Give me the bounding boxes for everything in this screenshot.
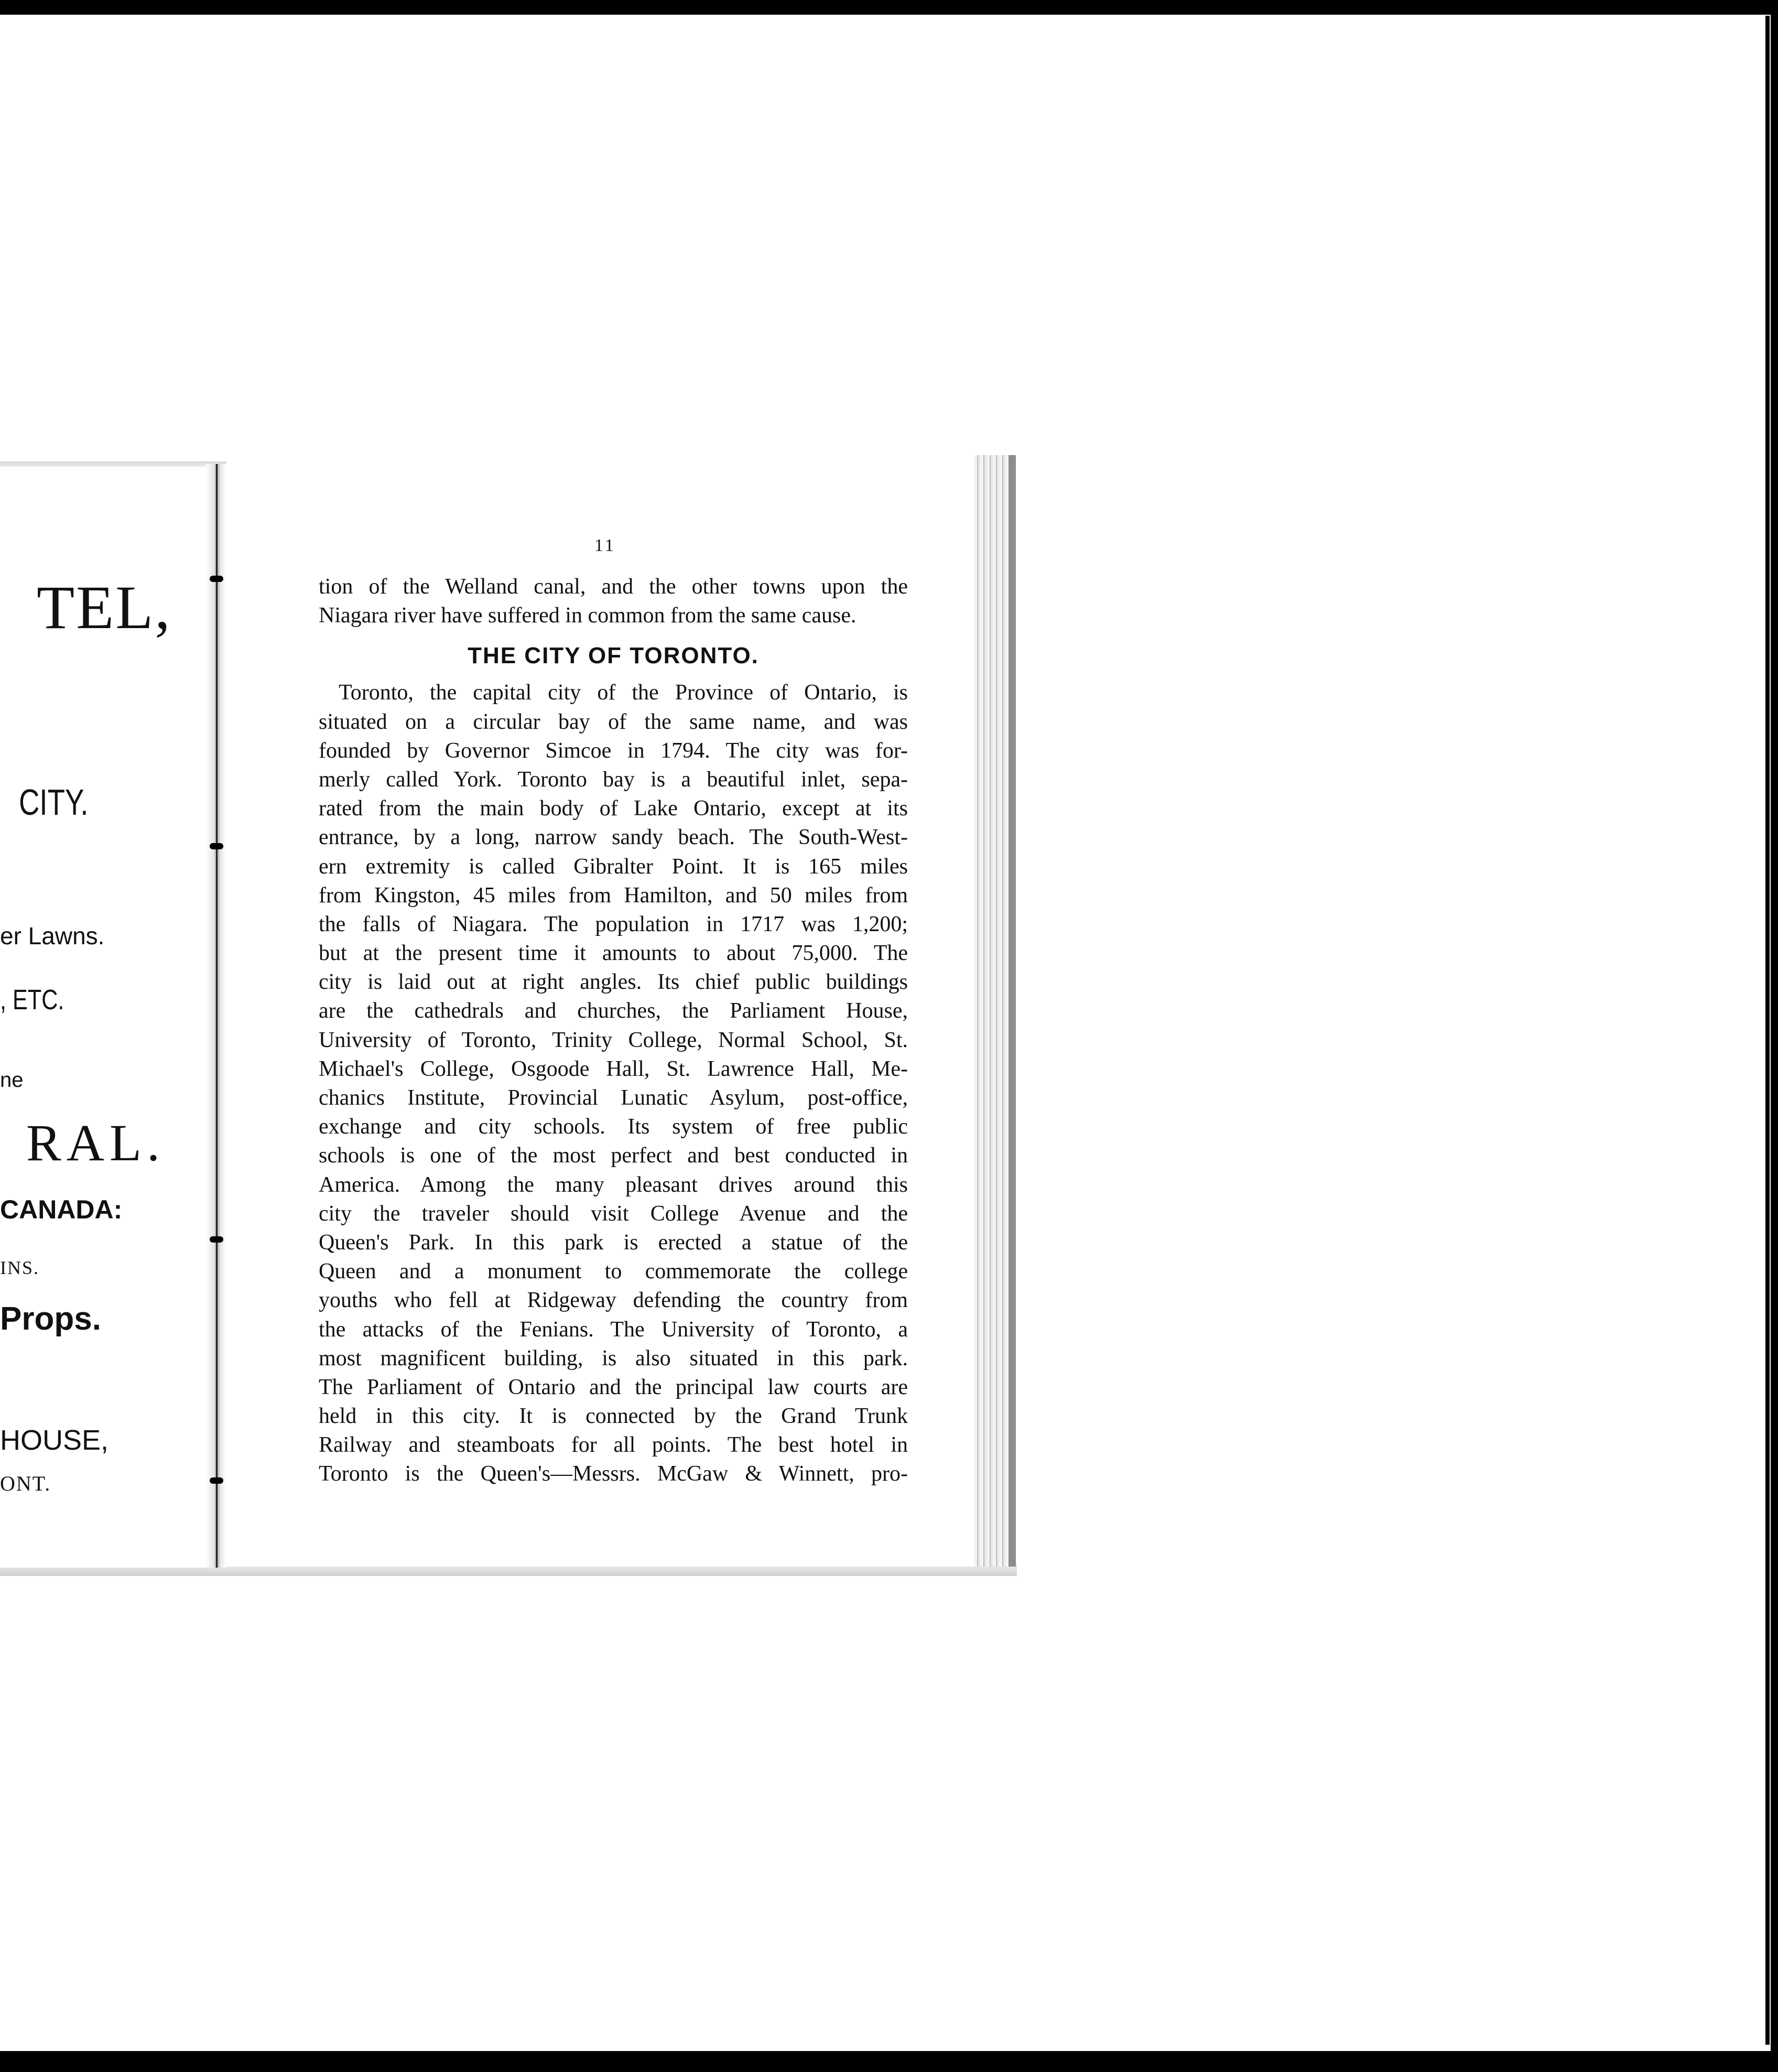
text-line: city is laid out at right angles. Its chief public buildings	[319, 970, 908, 995]
page-number: 11	[594, 536, 616, 555]
left-page-fragment-ont: ONT.	[0, 1472, 51, 1495]
text-line: Toronto is the Queen's—Messrs. McGaw & Winnett, pro-	[319, 1462, 908, 1486]
text-line: America. Among the many pleasant drives around this	[319, 1172, 908, 1197]
text-line: but at the present time it amounts to about 75,000. The	[319, 941, 908, 966]
left-page-fragment-lawns: er Lawns.	[0, 922, 105, 949]
text-line: Railway and steamboats for all points. The best hotel in	[319, 1433, 908, 1458]
binding-stitch	[210, 576, 223, 582]
scan-border-right-inner	[1765, 16, 1770, 2045]
scan-border-bottom	[0, 2051, 1778, 2072]
binding-stitch	[210, 1236, 223, 1243]
binding-stitch	[210, 1477, 223, 1484]
left-page-fragment-canada: CANADA:	[0, 1195, 123, 1224]
text-line: the attacks of the Fenians. The University of Toronto, a	[319, 1317, 908, 1342]
left-page-fragment-house: HOUSE,	[0, 1424, 109, 1456]
page-stack-edges	[974, 455, 1016, 1567]
text-line: Queen's Park. In this park is erected a statue of the	[319, 1230, 908, 1255]
text-line: Queen and a monument to commemorate the college	[319, 1259, 908, 1284]
text-line: exchange and city schools. Its system of free public	[319, 1115, 908, 1139]
scan-border-top	[0, 0, 1778, 15]
left-page-fragment-city: CITY.	[19, 782, 89, 823]
text-line: from Kingston, 45 miles from Hamilton, and 50 miles from	[319, 883, 908, 908]
left-page-fragment-tel: TEL,	[37, 573, 172, 642]
text-line: The Parliament of Ontario and the principal law courts are	[319, 1375, 908, 1399]
page-text-block	[319, 573, 908, 1489]
scan-border-right	[1771, 0, 1778, 2072]
text-line: chanics Institute, Provincial Lunatic Asylum, post-office,	[319, 1086, 908, 1110]
text-line: youths who fell at Ridgeway defending the country from	[319, 1288, 908, 1313]
text-line: the falls of Niagara. The population in 1717 was 1,200;	[319, 912, 908, 936]
left-page-fragment-ne: ne	[0, 1069, 24, 1092]
binding-stitch	[210, 843, 223, 849]
text-line: ern extremity is called Gibralter Point. It is 165 miles	[319, 854, 908, 879]
text-line: Michael's College, Osgoode Hall, St. Lawrence Hall, Me-	[319, 1056, 908, 1081]
text-line: University of Toronto, Trinity College, Normal School, St.	[319, 1028, 908, 1052]
text-line: Niagara river have suffered in common from the same cause.	[319, 603, 857, 628]
binding-line	[216, 464, 218, 1568]
text-line: Toronto, the capital city of the Province of Ontario, is	[339, 681, 908, 705]
left-page-fragment-etc: , ETC.	[0, 984, 64, 1016]
text-line: tion of the Welland canal, and the other towns upon the	[319, 575, 908, 599]
text-line: are the cathedrals and churches, the Parliament House,	[319, 999, 908, 1023]
text-line: situated on a circular bay of the same name, and was	[319, 709, 908, 734]
section-title: THE CITY OF TORONTO.	[468, 643, 759, 669]
text-line: schools is one of the most perfect and best conducted in	[319, 1143, 908, 1168]
text-line: rated from the main body of Lake Ontario, except at its	[319, 796, 908, 821]
text-line: city the traveler should visit College Avenue and the	[319, 1201, 908, 1226]
text-line: held in this city. It is connected by the Grand Trunk	[319, 1404, 908, 1429]
text-line: most magnificent building, is also situated in this park.	[319, 1346, 908, 1370]
left-page-fragment-props: Props.	[0, 1301, 101, 1337]
text-line: founded by Governor Simcoe in 1794. The city was for-	[319, 738, 908, 763]
left-page-fragment-ins: INS.	[0, 1257, 40, 1278]
body-paragraph	[319, 678, 908, 1488]
text-line: merly called York. Toronto bay is a beautiful inlet, sepa-	[319, 767, 908, 792]
text-line: entrance, by a long, narrow sandy beach. The South-West-	[319, 825, 908, 850]
left-page-fragment-ral: RAL.	[26, 1114, 165, 1172]
book-gutter	[205, 464, 226, 1568]
